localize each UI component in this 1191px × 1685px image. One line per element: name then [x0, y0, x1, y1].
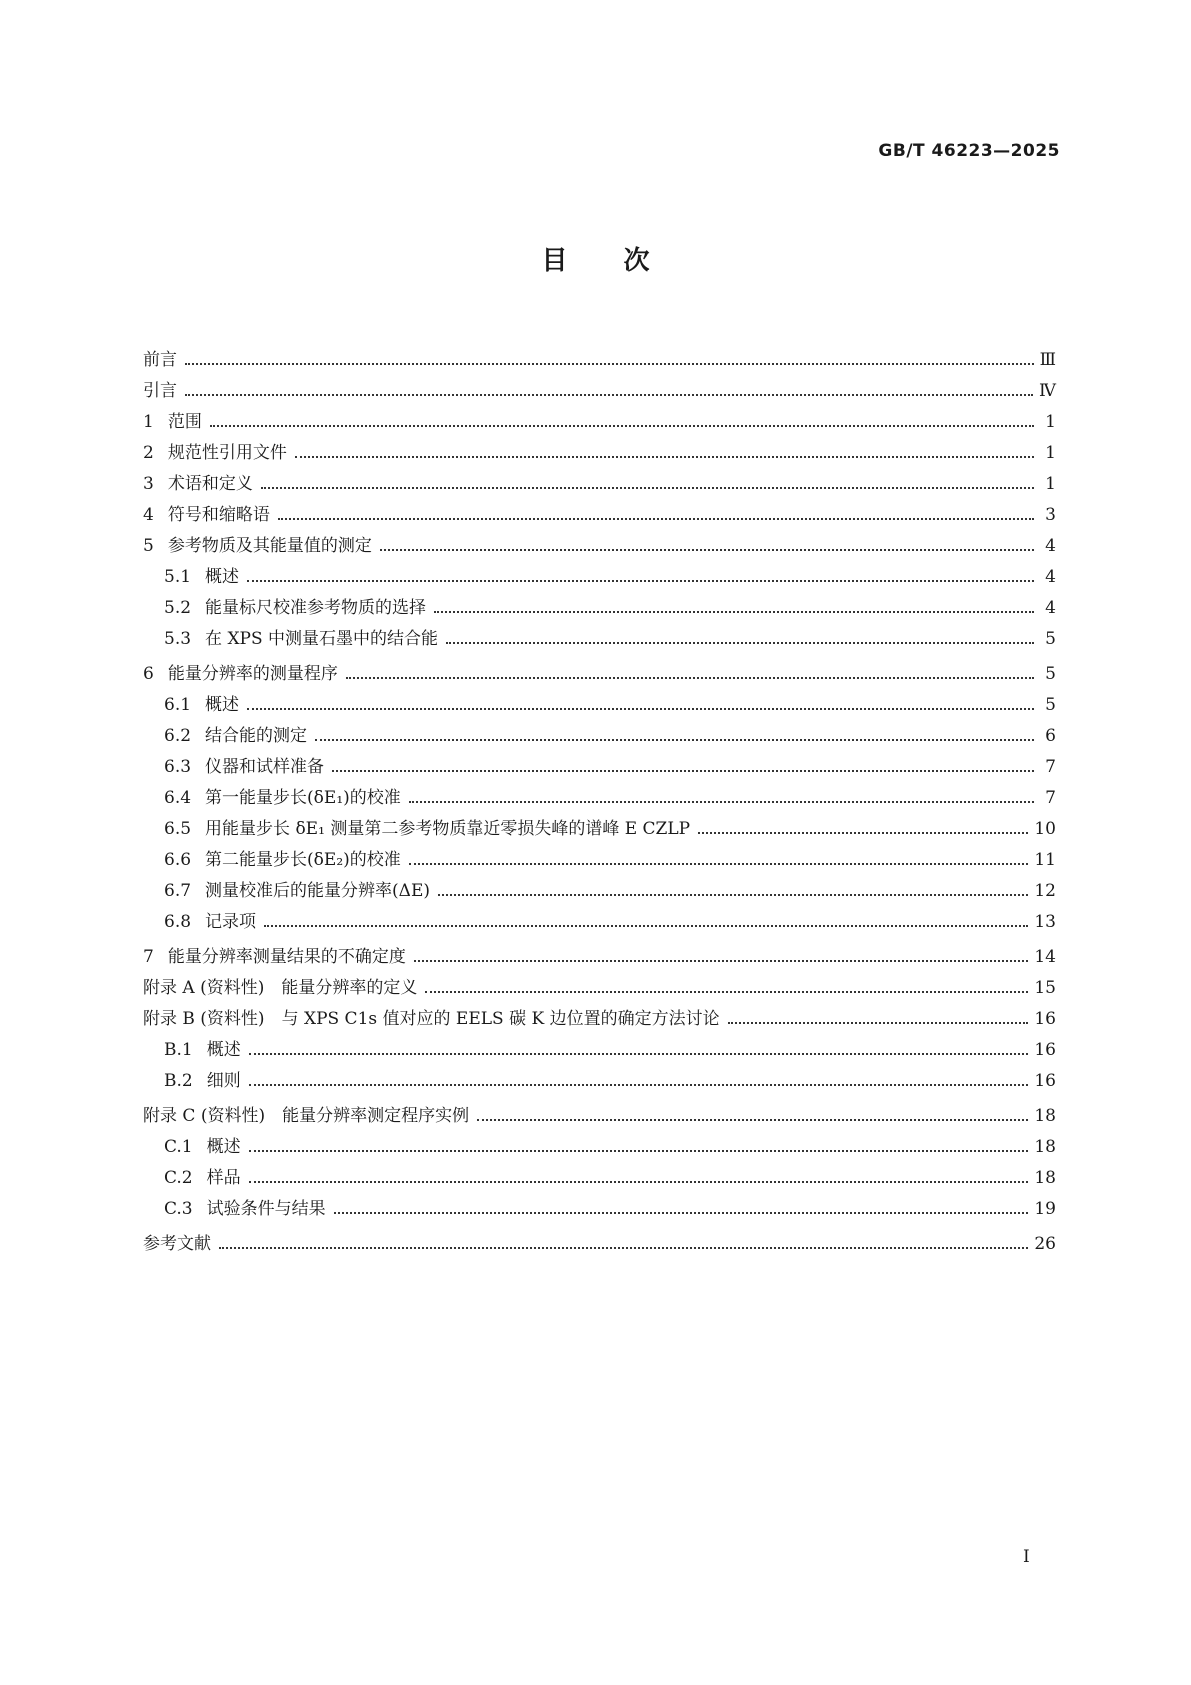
toc-entry-number: 6.3 [164, 757, 192, 777]
toc-entry-label: 规范性引用文件 [167, 443, 287, 463]
toc-entry[interactable] [143, 1127, 1056, 1158]
toc-entry-page: 13 [1034, 912, 1056, 932]
toc-entry-label: 测量校准后的能量分辨率(ΔE) [205, 881, 430, 901]
toc-entry-label: 第一能量步长(δE₁)的校准 [205, 788, 401, 808]
dot-leader [185, 394, 1033, 396]
toc-entry[interactable] [143, 526, 1056, 557]
toc-entry-number: 6.4 [164, 788, 192, 808]
dot-leader [414, 960, 1029, 962]
dot-leader [477, 1119, 1028, 1121]
toc-entry-label: 在 XPS 中测量石墨中的结合能 [205, 629, 439, 649]
toc-entry-page: 1 [1045, 474, 1056, 494]
toc-entry-page: 19 [1034, 1199, 1056, 1219]
dot-leader [315, 739, 1034, 741]
toc-entry-label: 引言 [143, 381, 177, 401]
toc-entry-label: 前言 [143, 350, 177, 370]
toc-entry-label: 附录 B (资料性) 与 XPS C1s 值对应的 EELS 碳 K 边位置的确定方法讨论 [143, 1009, 720, 1029]
toc-entry-number: 5.2 [164, 598, 192, 618]
toc-entry-number: 6.5 [164, 819, 192, 839]
dot-leader [425, 991, 1028, 993]
toc-entry-number: C.2 [164, 1168, 193, 1188]
dot-leader [249, 1150, 1029, 1152]
toc-entry[interactable] [143, 1061, 1056, 1092]
toc-entry[interactable] [143, 902, 1056, 933]
toc-entry[interactable] [143, 778, 1056, 809]
dot-leader [409, 863, 1029, 865]
toc-entry-label: 术语和定义 [167, 474, 253, 494]
toc-entry-label: 结合能的测定 [205, 726, 308, 746]
dot-leader [380, 549, 1034, 551]
toc-entry-label: 记录项 [205, 912, 257, 932]
toc-entry[interactable] [143, 1158, 1056, 1189]
toc-entry-number: 6 [143, 664, 154, 684]
toc-entry-label: 参考物质及其能量值的测定 [167, 536, 372, 556]
toc-entry-page: 11 [1034, 850, 1056, 870]
toc-entry-page: 16 [1034, 1040, 1056, 1060]
toc-entry-page: 4 [1045, 536, 1056, 556]
toc-entry-label: 能量分辨率测量结果的不确定度 [167, 947, 406, 967]
toc-entry-label: 用能量步长 δE₁ 测量第二参考物质靠近零损失峰的谱峰 E CZLP [205, 819, 691, 839]
dot-leader [247, 708, 1034, 710]
toc-entry-number: 6.2 [164, 726, 192, 746]
toc-entry-label: 能量分辨率的测量程序 [167, 664, 338, 684]
toc-entry-label: 符号和缩略语 [167, 505, 270, 525]
dot-leader [438, 894, 1028, 896]
toc-entry[interactable] [143, 1189, 1056, 1220]
dot-leader [249, 1181, 1029, 1183]
toc-entry-label: 概述 [206, 1137, 241, 1157]
toc-entry-page: 18 [1034, 1106, 1056, 1126]
toc-entry-number: 6.6 [164, 850, 192, 870]
dot-leader [249, 1053, 1029, 1055]
toc-entry-page: 16 [1034, 1009, 1056, 1029]
toc-entry[interactable] [143, 1092, 1056, 1127]
toc-entry-number: B.2 [164, 1071, 193, 1091]
dot-leader [185, 363, 1034, 365]
toc-entry-page: 12 [1034, 881, 1056, 901]
toc-entry-number: 4 [143, 505, 154, 525]
toc-entry-page: 7 [1045, 757, 1056, 777]
toc-entry-page: 18 [1034, 1137, 1056, 1157]
dot-leader [332, 770, 1034, 772]
dot-leader [247, 580, 1034, 582]
toc-entry-number: 7 [143, 947, 154, 967]
dot-leader [728, 1022, 1029, 1024]
toc-entry-page: 15 [1034, 978, 1056, 998]
toc-entry[interactable] [143, 557, 1056, 588]
dot-leader [264, 925, 1028, 927]
toc-entry-label: 范围 [167, 412, 202, 432]
toc-entry-page: 7 [1045, 788, 1056, 808]
toc-entry[interactable] [143, 588, 1056, 619]
toc-entry-page: 6 [1045, 726, 1056, 746]
toc-entry[interactable] [143, 495, 1056, 526]
toc-entry[interactable] [143, 747, 1056, 778]
toc-entry-label: 概述 [205, 695, 240, 715]
toc-entry[interactable] [143, 464, 1056, 495]
toc-entry-page: 4 [1045, 567, 1056, 587]
dot-leader [434, 611, 1034, 613]
toc-entry-page: 10 [1034, 819, 1056, 839]
toc-entry[interactable] [143, 371, 1056, 402]
toc-entry-number: 2 [143, 443, 154, 463]
toc-entry-page: 16 [1034, 1071, 1056, 1091]
toc-entry[interactable] [143, 968, 1056, 999]
standard-number: GB/T 46223—2025 [878, 141, 1060, 161]
toc-entry-page: Ⅳ [1039, 381, 1056, 401]
toc-entry-label: 附录 C (资料性) 能量分辨率测定程序实例 [143, 1106, 470, 1126]
toc-entry-page: 1 [1045, 443, 1056, 463]
toc-entry-label: 第二能量步长(δE₂)的校准 [205, 850, 401, 870]
dot-leader [295, 456, 1034, 458]
toc-entry-number: 5.1 [164, 567, 192, 587]
dot-leader [249, 1084, 1029, 1086]
toc-entry-page: 18 [1034, 1168, 1056, 1188]
toc-entry-number: 5.3 [164, 629, 192, 649]
dot-leader [346, 677, 1034, 679]
page-number: I [1023, 1547, 1030, 1567]
toc-entry-label: 参考文献 [143, 1234, 211, 1254]
toc-title: 目次 [541, 246, 706, 276]
toc-entry-page: 5 [1045, 629, 1056, 649]
toc-entry-number: 3 [143, 474, 154, 494]
toc-entry-number: 6.8 [164, 912, 192, 932]
dot-leader [446, 642, 1034, 644]
toc-entry-label: 概述 [206, 1040, 241, 1060]
dot-leader [409, 801, 1034, 803]
toc-entry[interactable] [143, 402, 1056, 433]
toc-entry-page: 14 [1034, 947, 1056, 967]
toc-entry[interactable] [143, 871, 1056, 902]
toc-entry-page: Ⅲ [1039, 350, 1056, 370]
toc-entry[interactable] [143, 685, 1056, 716]
dot-leader [698, 832, 1028, 834]
toc-entry-label: 试验条件与结果 [206, 1199, 326, 1219]
dot-leader [278, 518, 1034, 520]
toc-entry[interactable] [143, 1220, 1056, 1255]
toc-entry[interactable] [143, 1030, 1056, 1061]
toc-entry-label: 概述 [205, 567, 240, 587]
toc-entry[interactable] [143, 716, 1056, 747]
dot-leader [261, 487, 1034, 489]
toc-entry-label: 细则 [206, 1071, 241, 1091]
dot-leader [210, 425, 1034, 427]
toc-entry-label: 附录 A (资料性) 能量分辨率的定义 [143, 978, 418, 998]
toc-entry-number: 6.1 [164, 695, 192, 715]
dot-leader [334, 1212, 1029, 1214]
toc-entry-page: 3 [1045, 505, 1056, 525]
toc-entry[interactable] [143, 340, 1056, 371]
toc-entry-page: 1 [1045, 412, 1056, 432]
toc-entry-label: 样品 [206, 1168, 241, 1188]
toc-entry[interactable] [143, 840, 1056, 871]
toc-entry[interactable] [143, 999, 1056, 1030]
toc-entry[interactable] [143, 809, 1056, 840]
toc-entry-number: 5 [143, 536, 154, 556]
toc-entry-page: 5 [1045, 695, 1056, 715]
toc-entry[interactable] [143, 650, 1056, 685]
toc-entry[interactable] [143, 933, 1056, 968]
toc-entry-label: 仪器和试样准备 [205, 757, 325, 777]
toc-entry-page: 5 [1045, 664, 1056, 684]
table-of-contents [143, 340, 1056, 1255]
toc-entry-label: 能量标尺校准参考物质的选择 [205, 598, 427, 618]
toc-entry[interactable] [143, 433, 1056, 464]
toc-entry-page: 26 [1034, 1234, 1056, 1254]
toc-entry-number: C.1 [164, 1137, 193, 1157]
toc-entry-page: 4 [1045, 598, 1056, 618]
toc-entry-number: 1 [143, 412, 154, 432]
toc-entry[interactable] [143, 619, 1056, 650]
toc-entry-number: C.3 [164, 1199, 193, 1219]
toc-entry-number: B.1 [164, 1040, 193, 1060]
dot-leader [219, 1247, 1028, 1249]
toc-entry-number: 6.7 [164, 881, 192, 901]
